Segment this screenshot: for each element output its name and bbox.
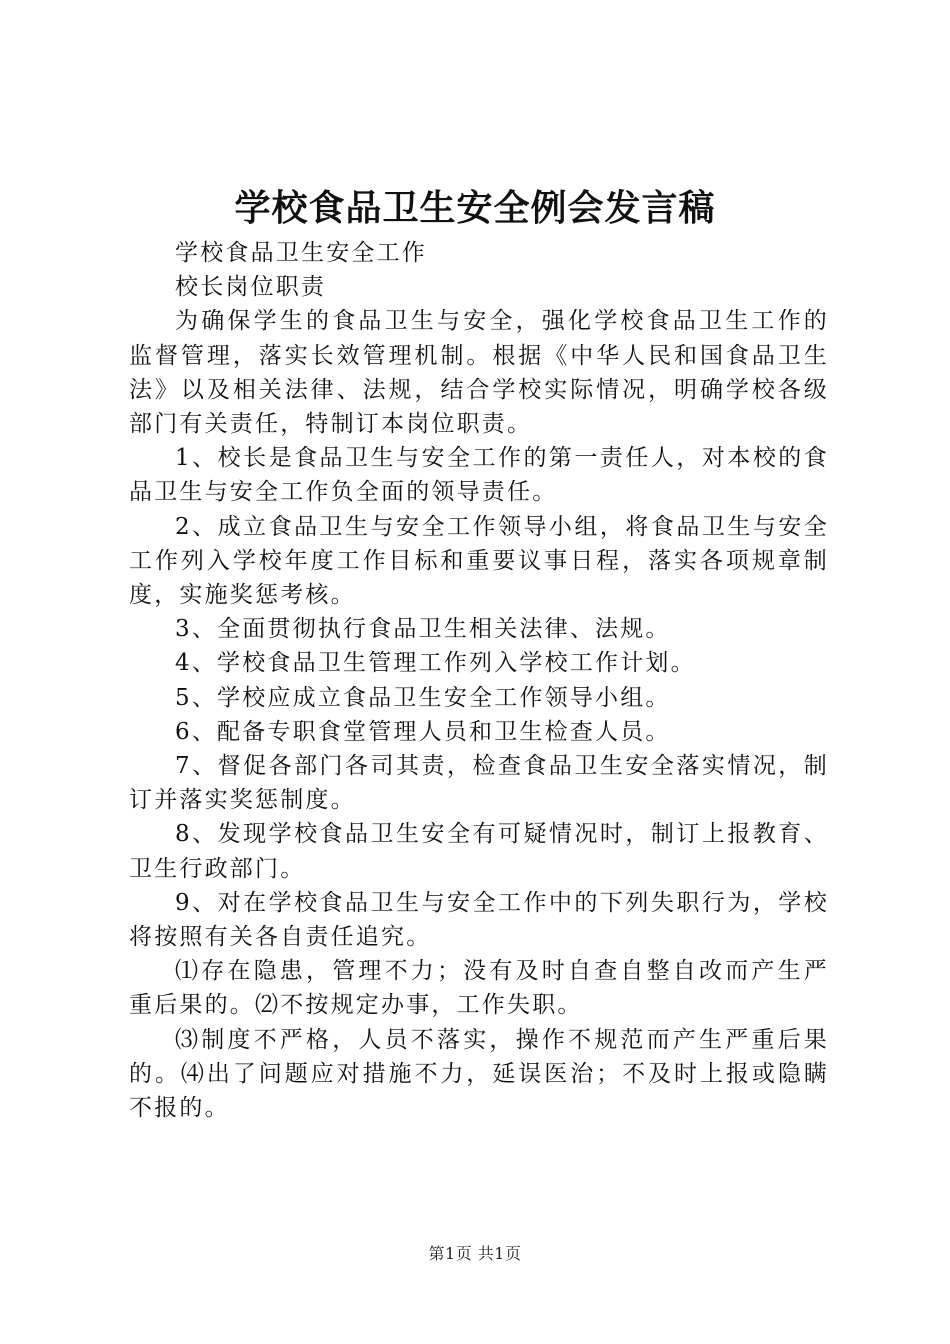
paragraph: 8、发现学校食品卫生安全有可疑情况时，制订上报教育、卫生行政部门。 — [129, 821, 829, 882]
paragraph: 2、成立食品卫生与安全工作领导小组，将食品卫生与安全工作列入学校年度工作目标和重要议事日程，落实各项规章制度，实施奖惩考核。 — [129, 513, 829, 609]
paragraph: 为确保学生的食品卫生与安全，强化学校食品卫生工作的监督管理，落实长效管理机制。根据《中华人民和国食品卫生法》以及相关法律、法规，结合学校实际情况，明确学校各级部门有关责任，特制订本岗位职责。 — [129, 308, 829, 438]
page-footer: 第1页 共1页 — [428, 1244, 522, 1263]
paragraph: 3、全面贯彻执行食品卫生相关法律、法规。 — [175, 616, 671, 643]
paragraph: 4、学校食品卫生管理工作列入学校工作计划。 — [175, 650, 696, 677]
paragraph: ⑶制度不严格，人员不落实，操作不规范而产生严重后果的。⑷出了问题应对措施不力，延误医治；不及时上报或隐瞒不报的。 — [129, 1026, 829, 1122]
paragraph: 6、配备专职食堂管理人员和卫生检查人员。 — [175, 718, 671, 745]
paragraph: 7、督促各部门各司其责，检查食品卫生安全落实情况，制订并落实奖惩制度。 — [129, 753, 829, 814]
paragraph: 校长岗位职责 — [175, 274, 327, 301]
paragraph: 9、对在学校食品卫生与安全工作中的下列失职行为，学校将按照有关各自责任追究。 — [129, 889, 829, 951]
paragraph: 5、学校应成立食品卫生安全工作领导小组。 — [175, 684, 671, 711]
document-title: 学校食品卫生安全例会发言稿 — [234, 188, 716, 229]
paragraph: 1、校长是食品卫生与安全工作的第一责任人，对本校的食品卫生与安全工作负全面的领导责任。 — [129, 445, 829, 506]
paragraph: 学校食品卫生安全工作 — [175, 240, 427, 266]
paragraph: ⑴存在隐患，管理不力；没有及时自查自整自改而产生严重后果的。⑵不按规定办事，工作失职。 — [129, 958, 829, 1019]
document-body — [129, 236, 829, 1125]
